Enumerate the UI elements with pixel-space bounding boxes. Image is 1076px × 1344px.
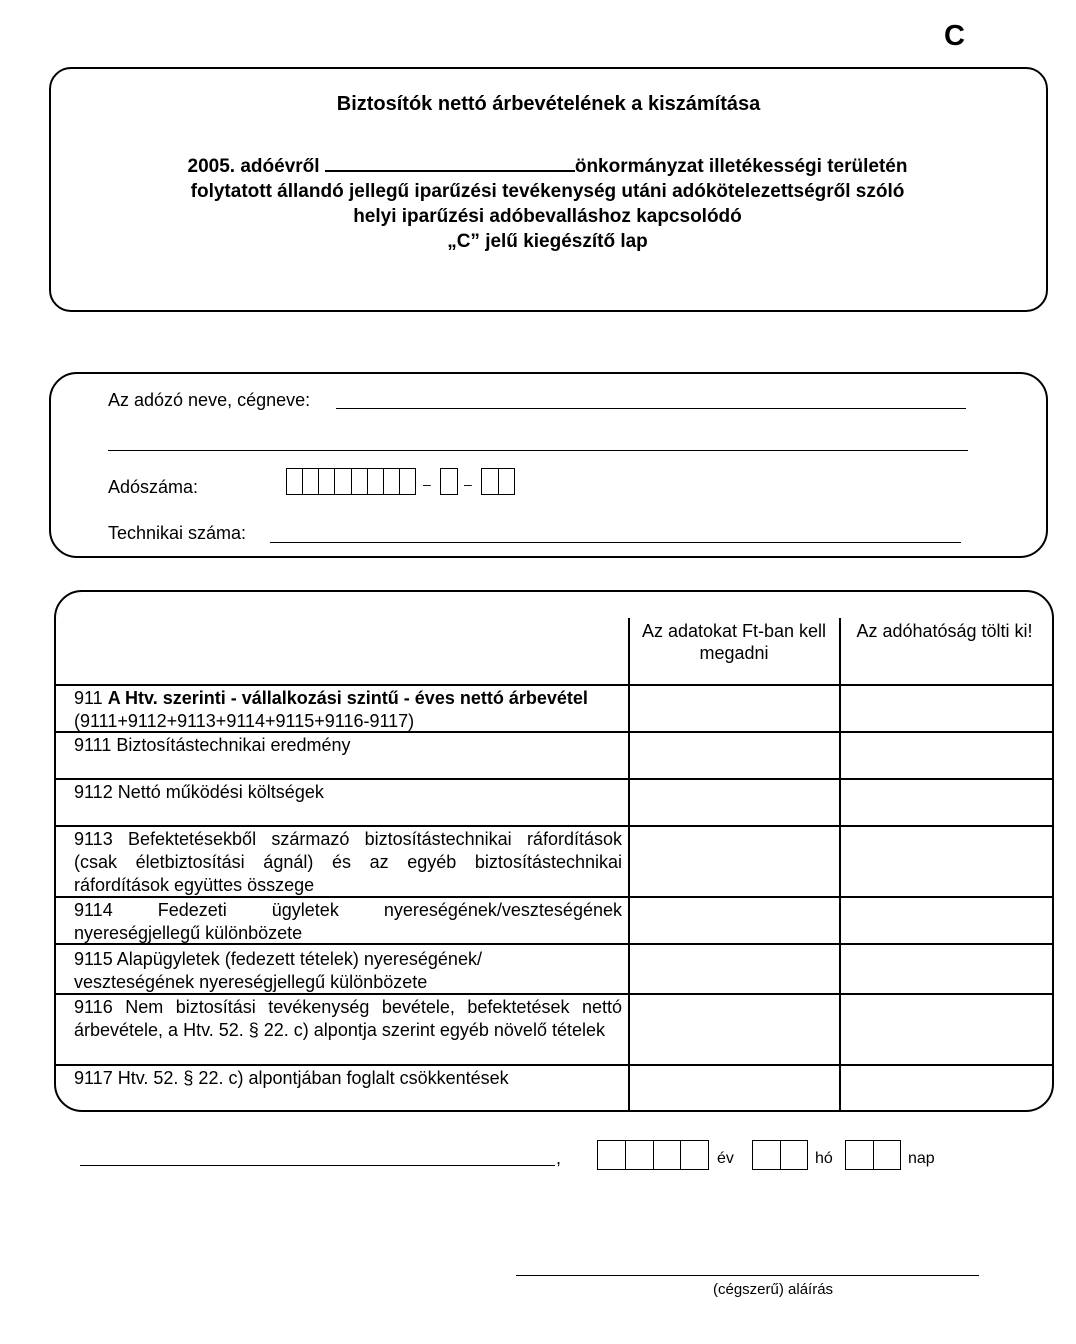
row-code: 9111 [74,735,112,755]
signature-label: (cégszerű) aláírás [713,1281,834,1298]
row-text: Htv. 52. § 22. c) alpontjában foglalt csökkentések [117,1068,509,1088]
table-row-9116 [74,996,622,1042]
form-title: Biztosítók nettó árbevételének a kiszámítása [336,93,761,115]
taxpayer-name-label: Az adózó neve, cégneve: [108,390,311,410]
table-row-divider [54,778,1052,780]
row-text: (9111+9112+9113+9114+9115+9116-9117) [74,711,415,731]
place-field[interactable] [80,1165,555,1166]
row-code: 911 [74,688,103,708]
day-digits[interactable] [845,1140,901,1170]
table-row-divider [54,684,1052,686]
technical-number-field[interactable] [270,542,961,543]
table-row-9113 [74,828,622,897]
table-row-divider [54,825,1052,827]
form-subtitle [120,152,975,254]
taxnumber-county-digits[interactable] [481,468,515,495]
col-header-amount: Az adatokat Ft-ban kell megadni [641,621,827,663]
table-row-9115 [74,948,544,994]
row-code: 9113 [74,829,113,849]
table-row-9114 [74,899,622,945]
row-code: 9114 [74,900,113,920]
row-bold-text: A Htv. szerinti - vállalkozási szintű - éves nettó árbevétel [107,688,588,708]
form-letter: C [944,20,965,52]
municipality-blank[interactable] [325,152,575,172]
month-label: hó [815,1150,833,1167]
row-code: 9117 [74,1068,113,1088]
day-label: nap [908,1150,935,1167]
month-digits[interactable] [752,1140,808,1170]
signature-field[interactable] [516,1275,979,1276]
table-col-divider-1 [628,618,630,1112]
row-text: Alapügyletek (fedezett tételek) nyereségének/ veszteségének nyereségjellegű különbözete [74,949,482,992]
subtitle-line3: helyi iparűzési adóbevalláshoz kapcsolódó [353,206,742,227]
row-text: Nettó működési költségek [117,782,324,802]
table-row-divider [54,1064,1052,1066]
col-header-authority: Az adóhatóság tölti ki! [856,621,1033,641]
taxnumber-main-digits[interactable] [286,468,416,495]
row-code: 9116 [74,997,113,1017]
technical-number-label: Technikai száma: [108,523,247,543]
place-comma: , [556,1148,562,1168]
taxnumber-dash-1: – [423,476,431,492]
row-code: 9112 [74,782,113,802]
row-code: 9115 [74,949,113,969]
subtitle-line4: „C” jelű kiegészítő lap [447,231,648,252]
taxpayer-name-field[interactable] [336,408,966,409]
table-row-911 [74,687,624,733]
subtitle-year: 2005. adóévről [187,156,320,177]
taxnumber-label: Adószáma: [108,477,199,497]
table-row-9111 [74,734,624,757]
subtitle-line2: folytatott állandó jellegű iparűzési tevékenység utáni adókötelezettségről szóló [190,181,905,202]
table-row-9117 [74,1067,624,1090]
row-text: Befektetésekből származó biztosítástechnikai ráfordítások (csak életbiztosítási ágnál) és az egyéb biztosítástechnikai ráfordítások együttes összege [74,829,622,895]
table-col-divider-2 [839,618,841,1112]
table-row-9112 [74,781,624,804]
taxnumber-vat-digit[interactable] [440,468,458,495]
year-label: év [717,1150,734,1167]
taxnumber-dash-2: – [464,476,472,492]
row-text: Biztosítástechnikai eredmény [116,735,351,755]
subtitle-municipality: önkormányzat illetékességi területén [574,156,908,177]
row-text: Nem biztosítási tevékenység bevétele, befektetések nettó árbevétele, a Htv. 52. § 22. c) alpontja szerint egyéb növelő tételek [74,997,622,1040]
year-digits[interactable] [597,1140,709,1170]
row-text: Fedezeti ügyletek nyereségének/veszteségének nyereségjellegű különbözete [74,900,622,943]
taxpayer-name-field-line2[interactable] [108,450,968,451]
